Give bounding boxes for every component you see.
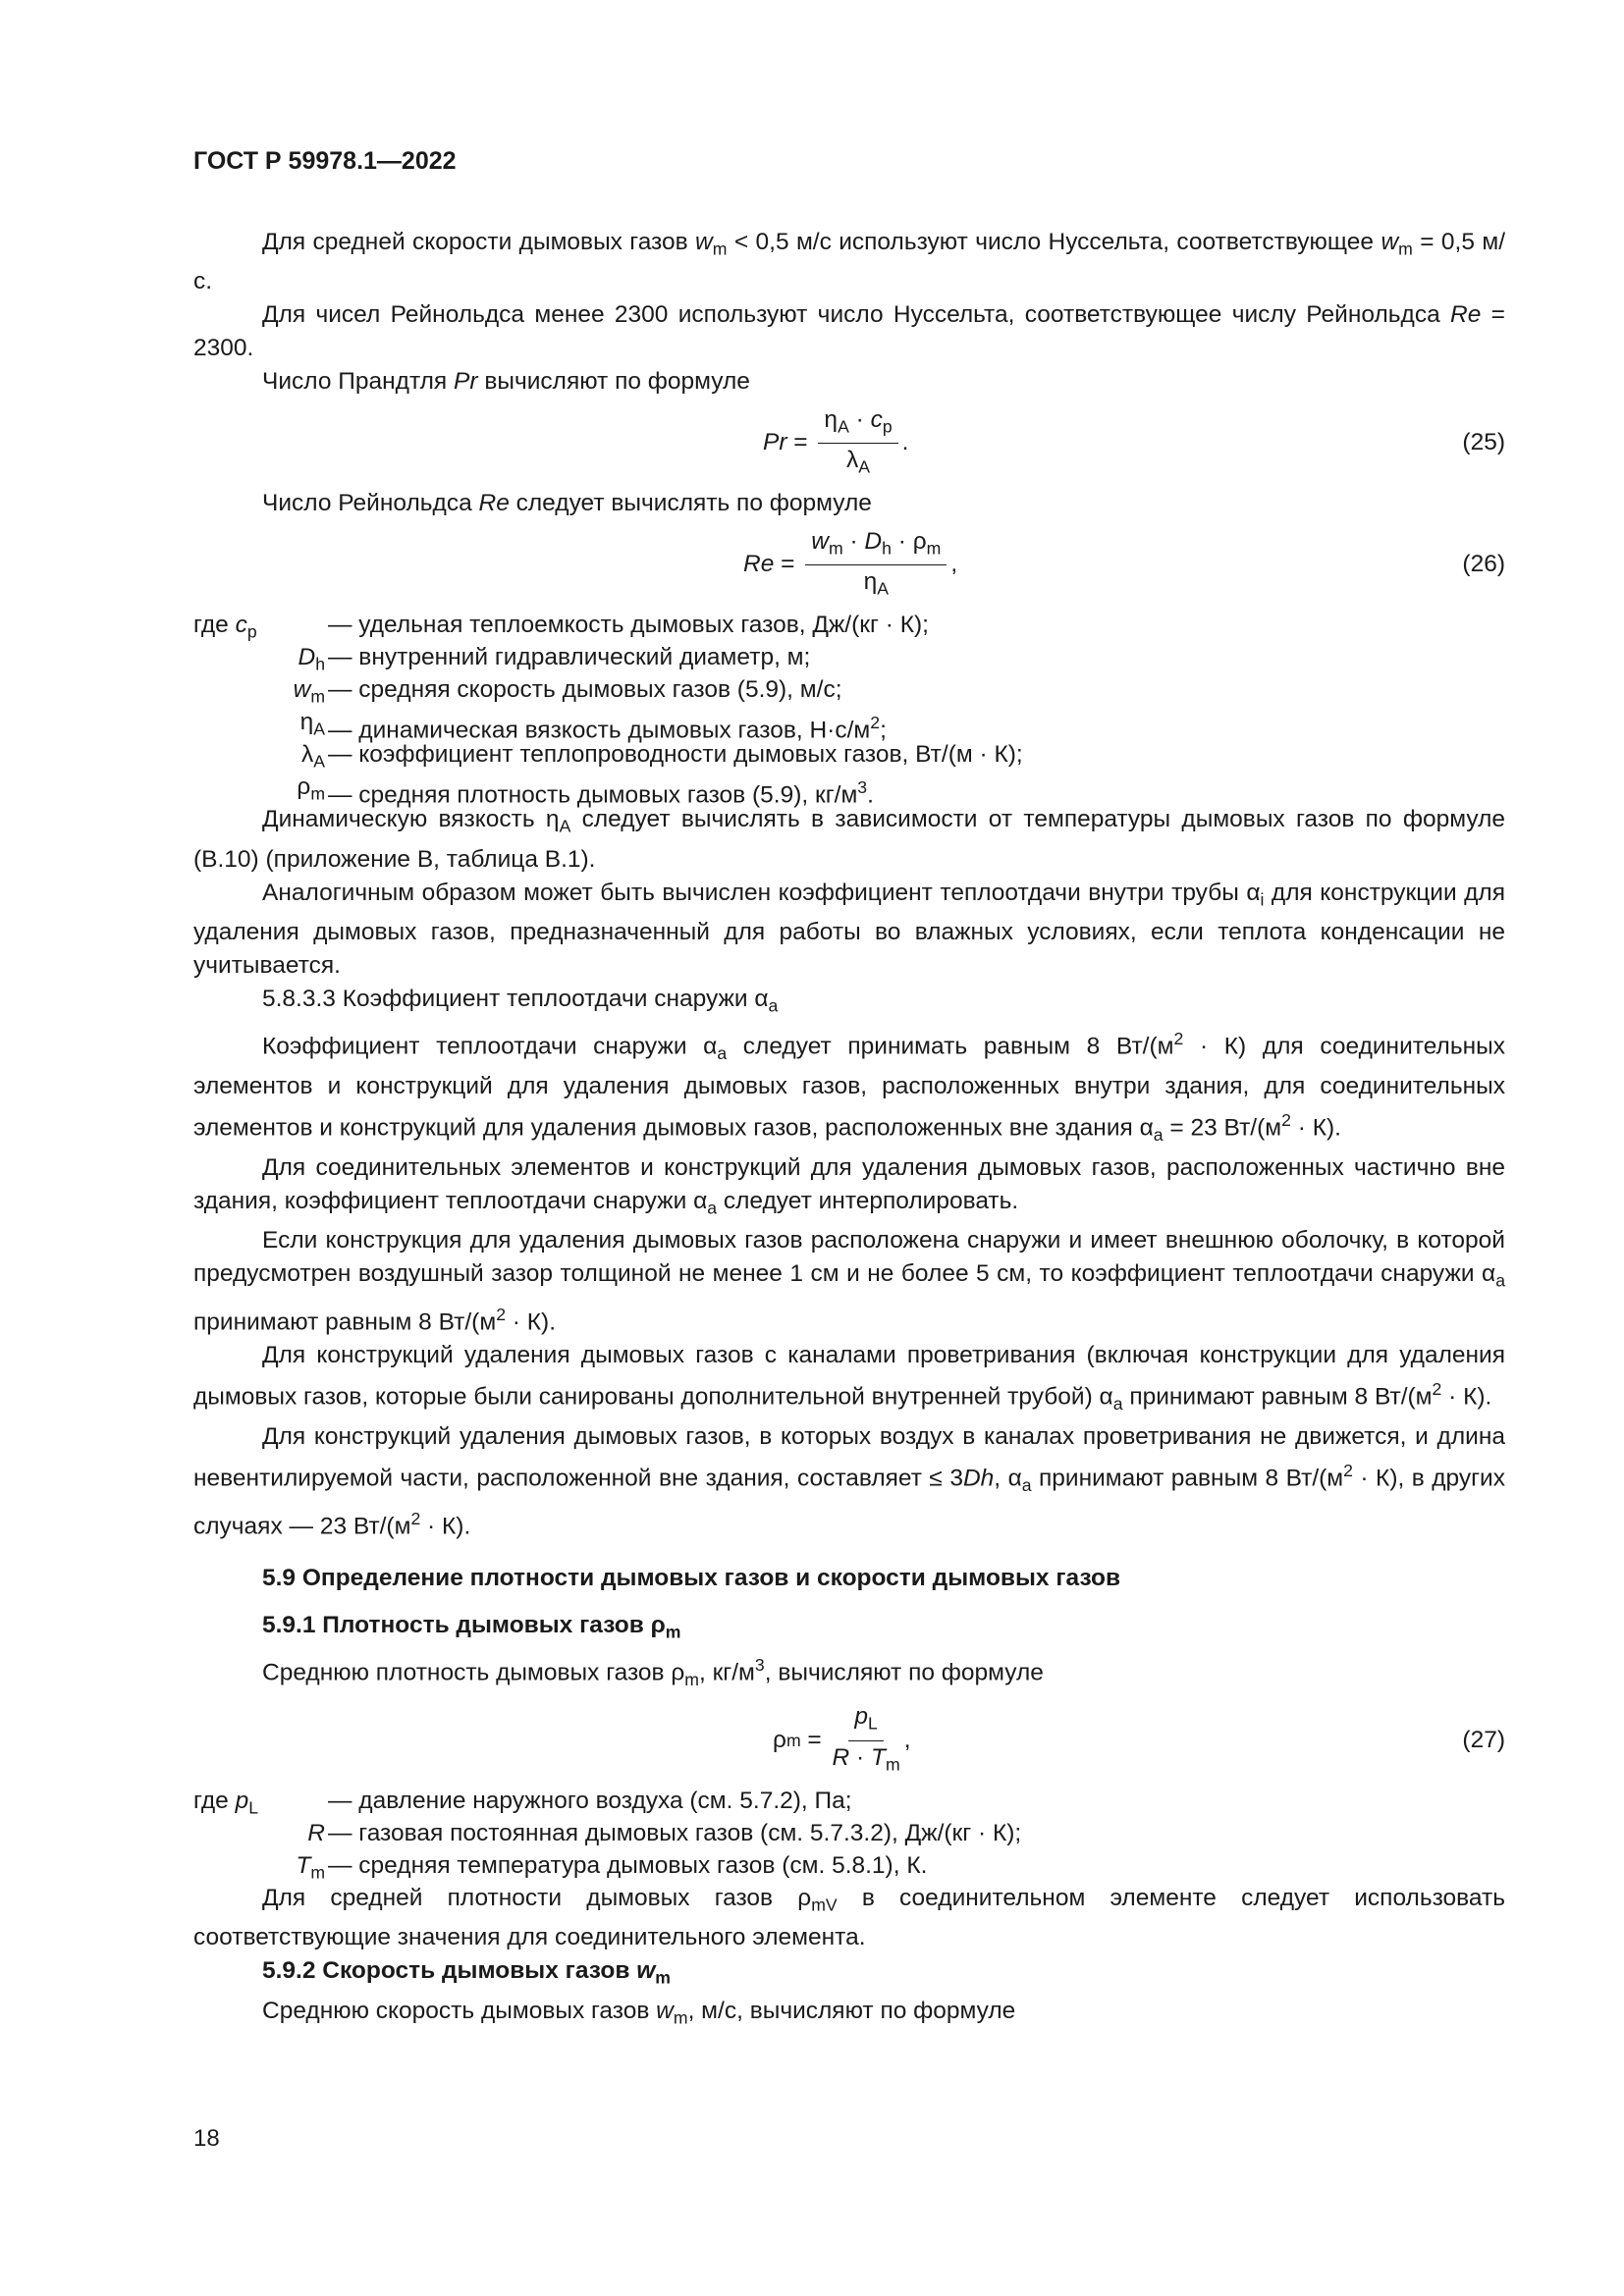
legend-formula-27	[193, 1785, 1505, 1882]
paragraph-dynamic-viscosity: Динамическую вязкость $\eta_A$ следует вычислять в зависимости от температуры дымовых газов по формуле (В.10) (приложение В, таблица В.1).	[193, 806, 1505, 873]
paragraph-outer-coefficient: Коэффициент теплоотдачи снаружи $\alpha_a$ следует принимать равным 8 $Вт/(м^2 \cdot К)$ для соединительных элементов и конструкций для удаления дымовых газов, расположенных внутри здания, для соединительных элементов и конструкций для удаления дымовых газов, расположенных вне здания $\alpha_a = 23$ $Вт/(м^2 \cdot К)$.	[193, 1029, 1505, 1146]
formula-26	[193, 520, 1505, 609]
section-heading-5-9-1: 5.9.1 Плотность дымовых газов $\rho_m$	[262, 1611, 681, 1642]
paragraph-inner-coefficient: Аналогичным образом может быть вычислен коэффициент теплоотдачи внутри трубы $\alpha_i$ для конструкции для удаления дымовых газов, предназначенный для работы во влажных условиях, если теплота конденсации не учитывается.	[193, 879, 1505, 979]
legend-item: $T_m$ — средняя температура дымовых газов (см. 5.8.1), К.	[296, 1852, 928, 1883]
formula-26-expression: Re = $\frac{w_m \cdot D_h \cdot \rho_m}{\eta_A}$ ,	[743, 520, 957, 609]
formula-25	[193, 399, 1505, 487]
paragraph-outer-shell: Если конструкция для удаления дымовых газов расположена снаружи и имеет внешнюю оболочку, в которой предусмотрен воздушный зазор толщиной не менее 1 см и не более 5 см, то коэффициент теплоотдачи снаружи $\alpha_a$ принимают равным 8 $Вт/(м^2 \cdot К)$.	[193, 1227, 1505, 1336]
legend-formula-26	[193, 609, 1505, 809]
paragraph-nusselt-velocity: Для средней скорости дымовых газов $w_m < 0,5$ м/с используют число Нуссельта, соответствующее $w_m = 0,5$ м/с.	[193, 229, 1506, 295]
paragraph-static-air: Для конструкций удаления дымовых газов, в которых воздух в каналах проветривания не движется, и длина невентилируемой части, расположенной вне здания, составляет ≤ 3Dh, $\alpha_a$ принимают равным 8 $Вт/(м^2 \cdot К)$, в других случаях — 23 $Вт/(м^2 \cdot К)$.	[193, 1423, 1505, 1540]
formula-27-fraction: $\frac{p_L}{R \cdot T_m}$	[832, 1703, 900, 1774]
document-header: ГОСТ Р 59978.1—2022	[193, 147, 457, 175]
legend-item: $\rho_m$ — средняя плотность дымовых газов (5.9), $кг/м^3$.	[297, 774, 874, 809]
page-number: 18	[193, 2125, 220, 2152]
paragraph-prandtl-intro: Число Прандтля Pr вычисляют по формуле	[262, 368, 750, 396]
formula-27-number: (27)	[1462, 1727, 1505, 1754]
paragraph-reynolds-intro: Число Рейнольдса Re следует вычислять по формуле	[262, 490, 872, 517]
section-heading-5-9: 5.9 Определение плотности дымовых газов и скорости дымовых газов	[262, 1564, 1121, 1591]
formula-26-fraction: $\frac{w_m \cdot D_h \cdot \rho_m}{\eta_A}$	[805, 527, 947, 604]
paragraph-connector-density: Для средней плотности дымовых газов $\rho_{mV}$ в соединительном элементе следует использовать соответствующие значения для соединительного элемента.	[193, 1885, 1505, 1951]
formula-25-expression: Pr = $\frac{\eta_A \cdot c_p}{\lambda_A}$ .	[763, 399, 908, 487]
legend-item: R — газовая постоянная дымовых газов (см. 5.7.3.2), Дж/(кг · К);	[307, 1820, 1022, 1847]
paragraph-nusselt-reynolds: Для чисел Рейнольдса менее 2300 используют число Нуссельта, соответствующее числу Рейнольдса Re = 2300.	[193, 301, 1505, 362]
legend-item: $\lambda_A$ — коэффициент теплопроводности дымовых газов, Вт/(м · К);	[300, 741, 1023, 772]
paragraph-partial-outside: Для соединительных элементов и конструкций для удаления дымовых газов, расположенных частично вне здания, коэффициент теплоотдачи снаружи $\alpha_a$ следует интерполировать.	[193, 1154, 1505, 1218]
subsection-5-8-3-3: 5.8.3.3 Коэффициент теплоотдачи снаружи $\alpha_a$	[262, 985, 779, 1016]
paragraph-velocity-intro: Среднюю скорость дымовых газов $w_m$, м/с, вычисляют по формуле	[262, 1997, 1016, 2028]
legend-item: $\eta_A$ — динамическая вязкость дымовых газов, $Н\cdot с/м^2$;	[299, 709, 887, 744]
legend-item: $D_h$ — внутренний гидравлический диаметр, м;	[298, 644, 811, 674]
paragraph-ventilation-channels: Для конструкций удаления дымовых газов с каналами проветривания (включая конструкции для удаления дымовых газов, которые были санированы дополнительной внутренней трубой) $\alpha_a$ принимают равным 8 $Вт/(м^2 \cdot К)$.	[193, 1342, 1505, 1415]
formula-26-number: (26)	[1462, 551, 1505, 578]
legend-item: $w_m$ — средняя скорость дымовых газов (5.9), м/с;	[293, 676, 842, 707]
formula-25-fraction: $\frac{\eta_A \cdot c_p}{\lambda_A}$	[818, 405, 897, 482]
formula-27	[193, 1696, 1505, 1785]
section-heading-5-9-2: 5.9.2 Скорость дымовых газов $w_m$	[262, 1957, 671, 1988]
paragraph-density-intro: Среднюю плотность дымовых газов $\rho_m$, $кг/м^3$, вычисляют по формуле	[262, 1655, 1044, 1690]
formula-25-number: (25)	[1462, 429, 1505, 456]
legend-item: где $c_p$ — удельная теплоемкость дымовых газов, Дж/(кг · К);	[193, 612, 929, 642]
legend-item: где $p_L$ — давление наружного воздуха (см. 5.7.2), Па;	[193, 1788, 852, 1818]
formula-27-expression: ρ m = $\frac{p_L}{R \cdot T_m}$ ,	[773, 1696, 911, 1785]
document-body	[193, 226, 1505, 2034]
